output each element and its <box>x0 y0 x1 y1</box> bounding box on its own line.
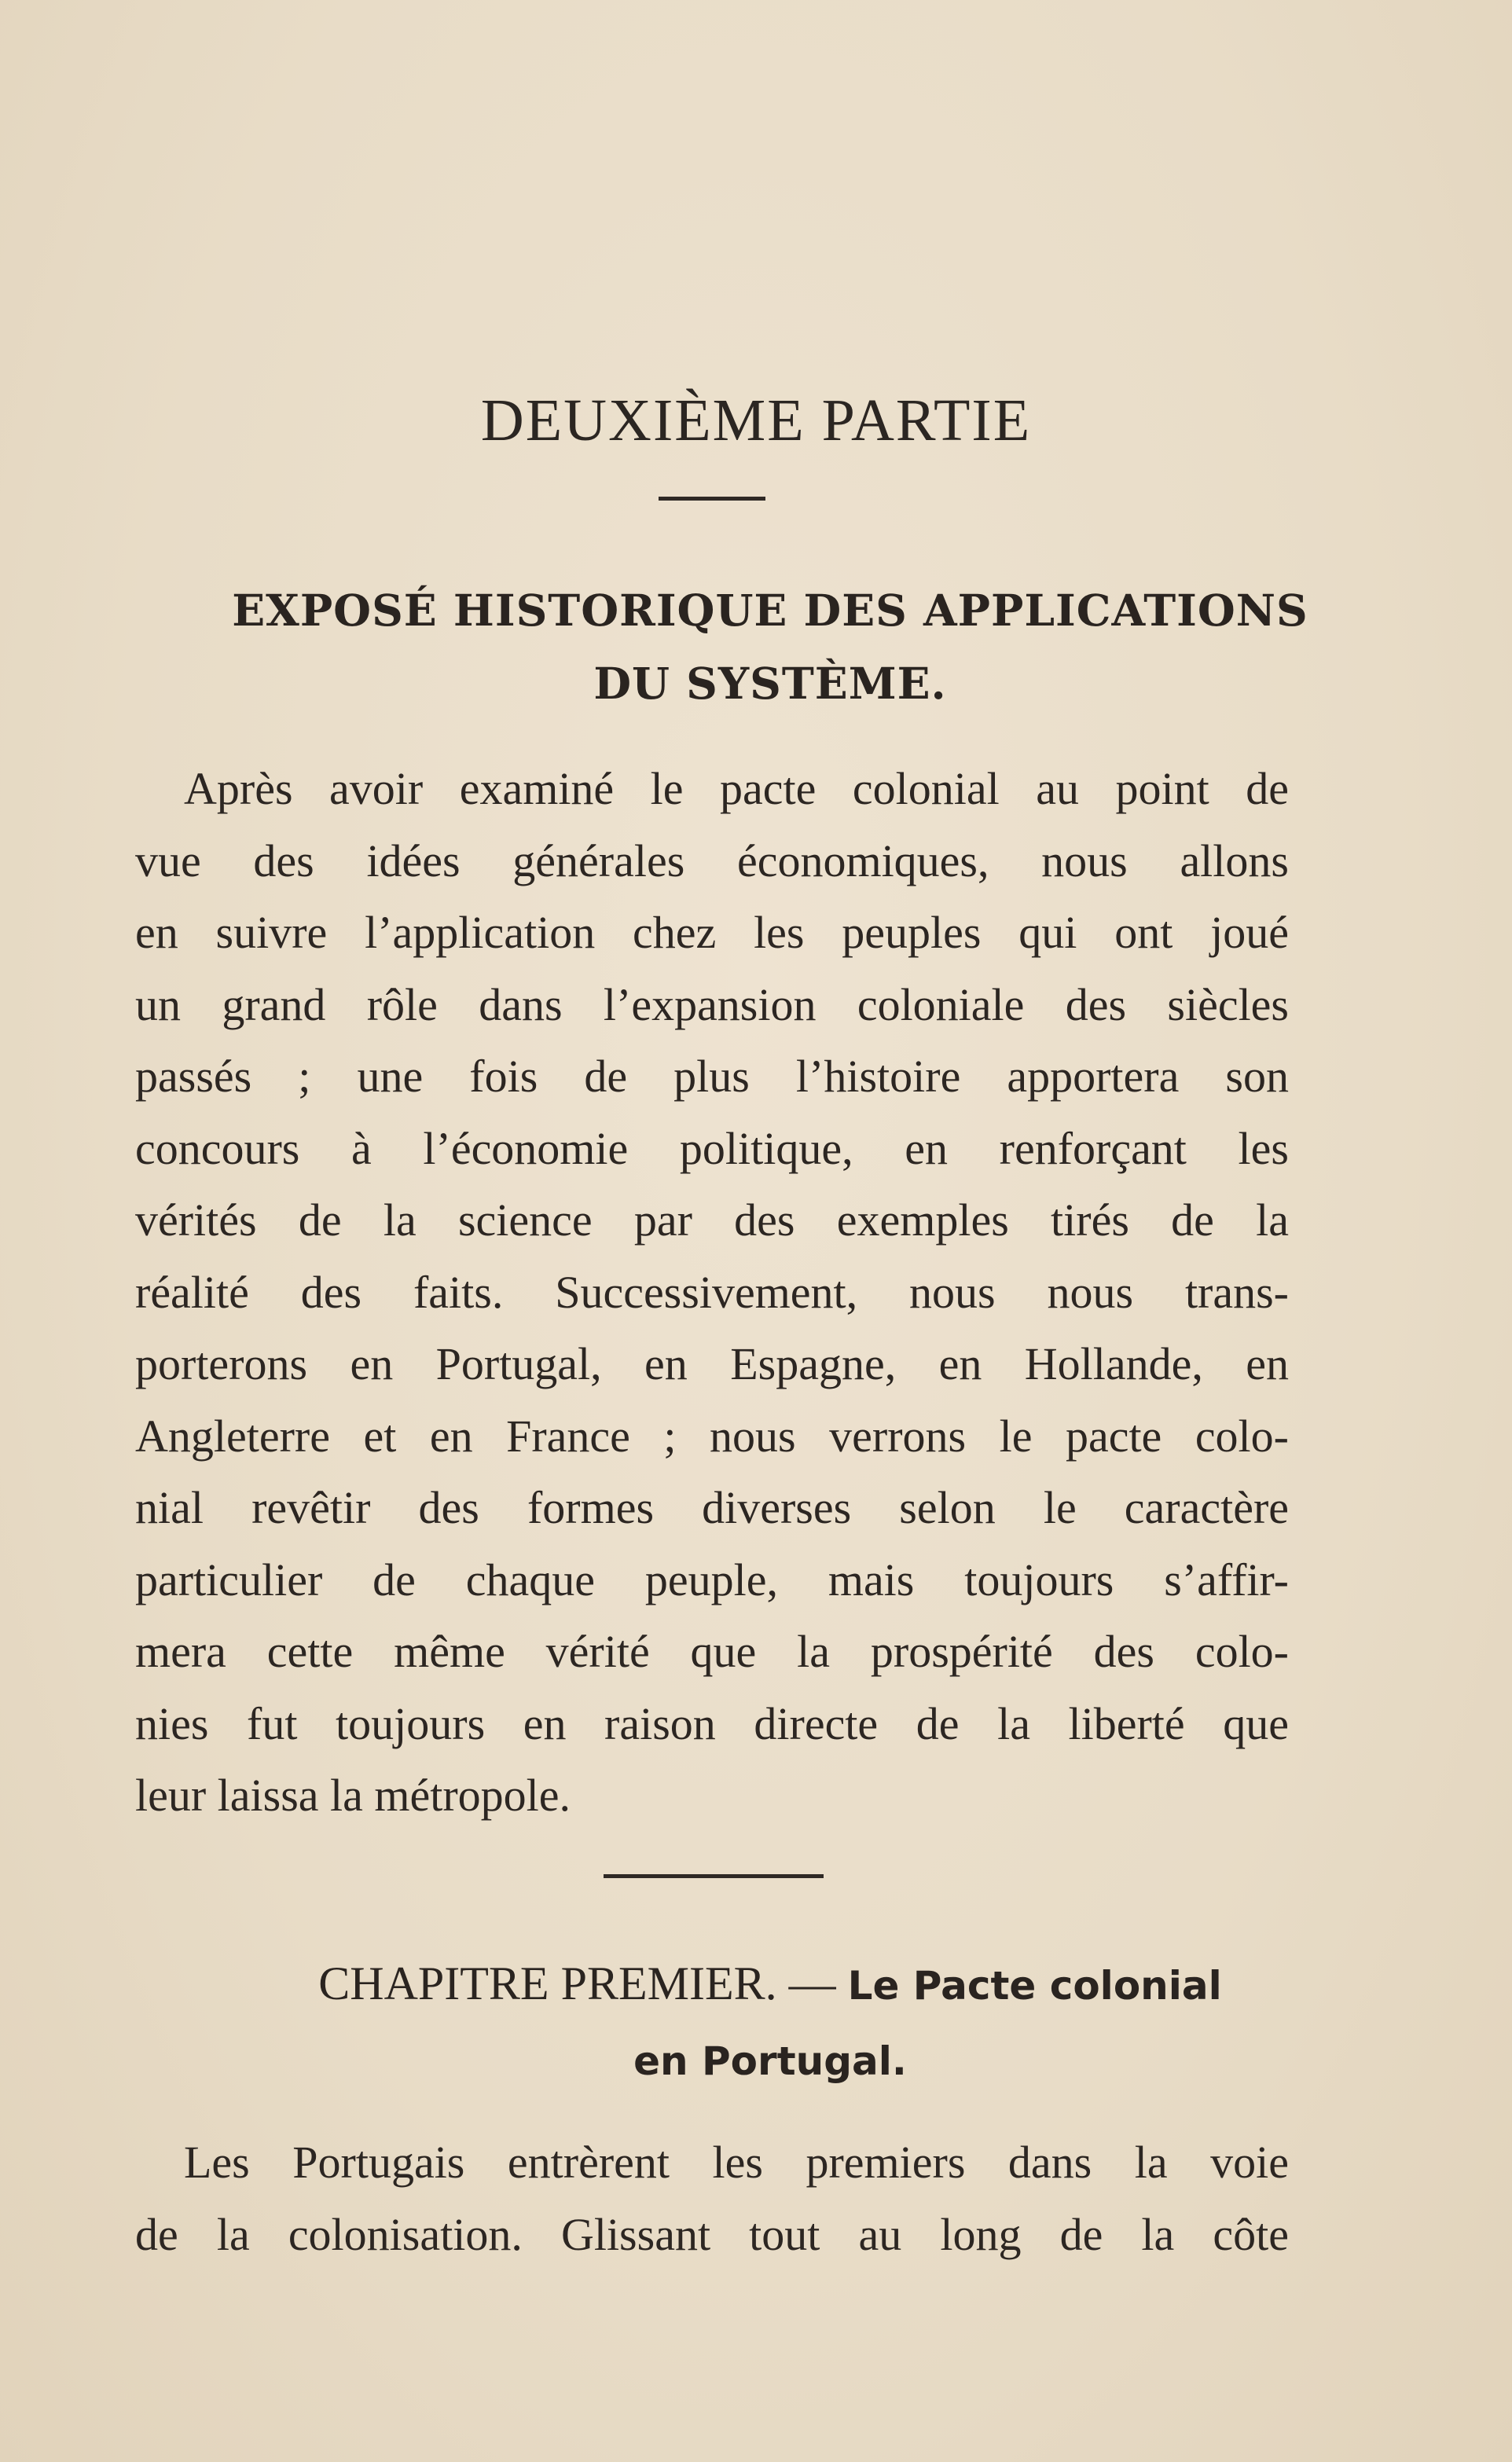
title-divider <box>659 497 765 501</box>
text-line: de la colonisation. Glissant tout au long de la côte <box>135 2208 1289 2260</box>
text-line: concours à l’économie politique, en renforçant les <box>135 1122 1289 1174</box>
text-line: réalité des faits. Successivement, nous nous trans- <box>135 1266 1289 1318</box>
chapter-label: CHAPITRE PREMIER. — <box>318 1957 836 2009</box>
text-line: en suivre l’application chez les peuples qui ont joué <box>135 907 1289 958</box>
text-line: vérités de la science par des exemples tirés de la <box>135 1194 1289 1246</box>
section-title-line-1: EXPOSÉ HISTORIQUE DES APPLICATIONS <box>232 585 1308 636</box>
chapter-heading <box>118 1947 1422 2098</box>
text-line: vue des idées générales économiques, nous allons <box>135 835 1289 886</box>
chapter-title-part-1: Le Pacte colonial <box>847 1963 1222 2009</box>
paragraph-portugal <box>135 2126 1289 2270</box>
text-line: Angleterre et en France ; nous verrons le pacte colo- <box>135 1410 1289 1462</box>
section-title <box>118 574 1422 720</box>
chapter-heading-line-1 <box>118 1947 1422 2023</box>
text-line: nial revêtir des formes diverses selon le caractère <box>135 1482 1289 1533</box>
chapter-heading-line-2 <box>118 2023 1422 2098</box>
text-line: leur laissa la métropole. <box>135 1770 571 1821</box>
text-line: un grand rôle dans l’expansion coloniale des siècles <box>135 978 1289 1030</box>
chapter-title-part-2: en Portugal. <box>633 2038 907 2084</box>
text-line: mera cette même vérité que la prospérité des colo- <box>135 1626 1289 1677</box>
text-line: porterons en Portugal, en Espagne, en Hollande, en <box>135 1338 1289 1389</box>
section-title-line-2: DU SYSTÈME. <box>593 658 947 709</box>
chapter-divider <box>604 1874 824 1878</box>
text-line: Les Portugais entrèrent les premiers dans la voie <box>184 2137 1289 2188</box>
text-line: passés ; une fois de plus l’histoire apportera son <box>135 1051 1289 1102</box>
text-line: particulier de chaque peuple, mais toujours s’affir- <box>135 1554 1289 1605</box>
paragraph-intro <box>135 753 1289 1832</box>
text-line: nies fut toujours en raison directe de la liberté que <box>135 1697 1289 1749</box>
text-line: Après avoir examiné le pacte colonial au point de <box>184 763 1289 814</box>
part-title: DEUXIÈME PARTIE <box>480 387 1032 453</box>
